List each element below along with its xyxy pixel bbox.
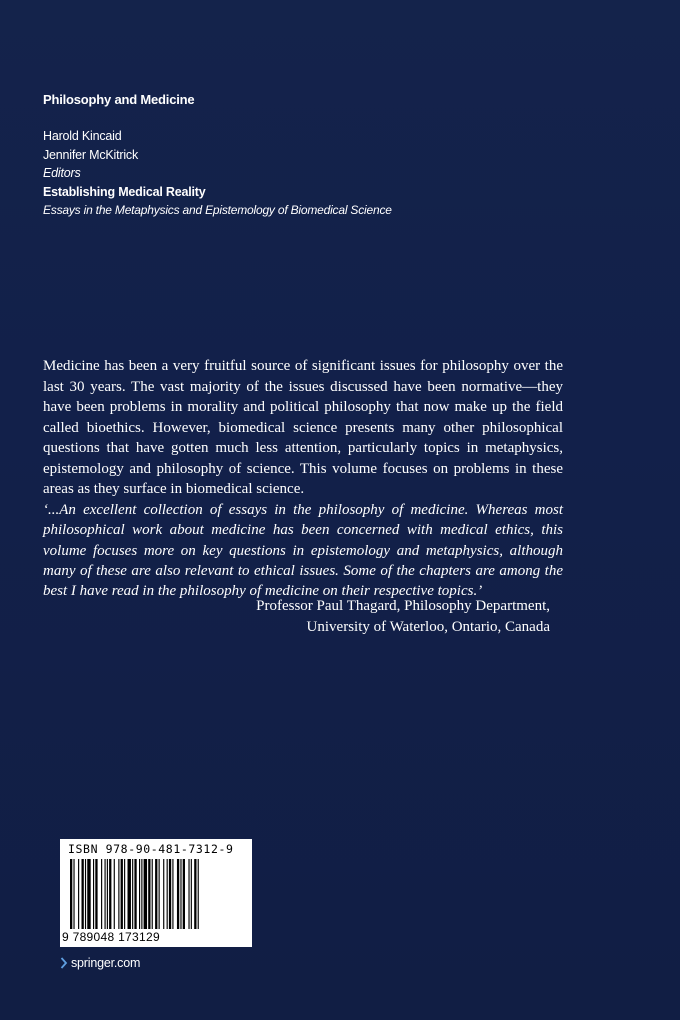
book-title: Establishing Medical Reality	[43, 184, 206, 199]
barcode-bar	[73, 859, 74, 929]
attribution-line: University of Waterloo, Ontario, Canada	[306, 618, 550, 635]
barcode-bar	[188, 859, 189, 929]
barcode-bar	[163, 859, 164, 929]
editor-name: Jennifer McKitrick	[43, 147, 139, 162]
barcode-bar	[124, 859, 125, 929]
barcode-bar	[70, 859, 72, 929]
barcode-bar	[167, 859, 168, 929]
barcode-bar	[183, 859, 185, 929]
barcode-bar	[177, 859, 179, 929]
isbn-barcode	[60, 839, 252, 947]
barcode-bar	[105, 859, 106, 929]
barcode-bar	[78, 859, 79, 929]
review-attribution	[256, 596, 550, 637]
barcode-bar	[148, 859, 150, 929]
barcode-bar	[152, 859, 153, 929]
barcode-bar	[128, 859, 131, 929]
editors-label: Editors	[43, 166, 81, 180]
barcode-bar	[109, 859, 111, 929]
barcode-bar	[118, 859, 119, 929]
barcode-bar	[134, 859, 136, 929]
review-quote: ‘...An excellent collection of essays in the philosophy of medicine. Whereas most philosophical work about medicine has been concerned with medical ethics, this volume focuses more on key questions in epistemology and metaphysics, although many of these are also relevant to ethical issues. Some of the chapters are among the best I have read in the philosophy of medicine on their respective topics.’	[43, 502, 563, 600]
book-subtitle: Essays in the Metaphysics and Epistemology of Biomedical Science	[43, 203, 392, 217]
barcode-bars	[70, 859, 242, 929]
barcode-bar	[121, 859, 123, 929]
barcode-bar	[159, 859, 160, 929]
publisher-link[interactable]	[60, 956, 140, 970]
barcode-number: 9 789048 173129	[62, 930, 160, 944]
barcode-bar	[172, 859, 173, 929]
barcode-bar	[101, 859, 102, 929]
editors-block	[43, 127, 392, 220]
barcode-bar	[93, 859, 94, 929]
barcode-bar	[132, 859, 133, 929]
barcode-bar	[114, 859, 115, 929]
blurb-paragraph: Medicine has been a very fruitful source of significant issues for philosophy over the last 30 years. The vast majority of the issues discussed have been normative—they have been problems in morality and political philosophy that now make up the field called bioethics. However, biomedical science presents many other philosophical questions that have gotten much less attention, particularly topics in metaphysics, epistemology and philosophy of science. This volume focuses on problems in these areas as they surface in biomedical science.	[43, 358, 563, 497]
barcode-bar	[82, 859, 84, 929]
barcode-bar	[198, 859, 199, 929]
editor-name: Harold Kincaid	[43, 129, 122, 143]
barcode-bar	[87, 859, 90, 929]
barcode-bar	[180, 859, 181, 929]
chevron-right-icon	[60, 957, 68, 969]
barcode-bar	[139, 859, 140, 929]
barcode-bar	[95, 859, 97, 929]
barcode-bar	[144, 859, 147, 929]
barcode-bar	[107, 859, 108, 929]
isbn-label: ISBN 978-90-481-7312-9	[68, 842, 234, 856]
publisher-website[interactable]: springer.com	[71, 956, 141, 970]
barcode-bar	[169, 859, 171, 929]
barcode-bar	[194, 859, 196, 929]
barcode-bar	[141, 859, 142, 929]
series-title: Philosophy and Medicine	[43, 92, 195, 107]
barcode-bar	[155, 859, 157, 929]
barcode-bar	[85, 859, 86, 929]
barcode-bar	[191, 859, 192, 929]
attribution-line: Professor Paul Thagard, Philosophy Department,	[256, 598, 550, 614]
